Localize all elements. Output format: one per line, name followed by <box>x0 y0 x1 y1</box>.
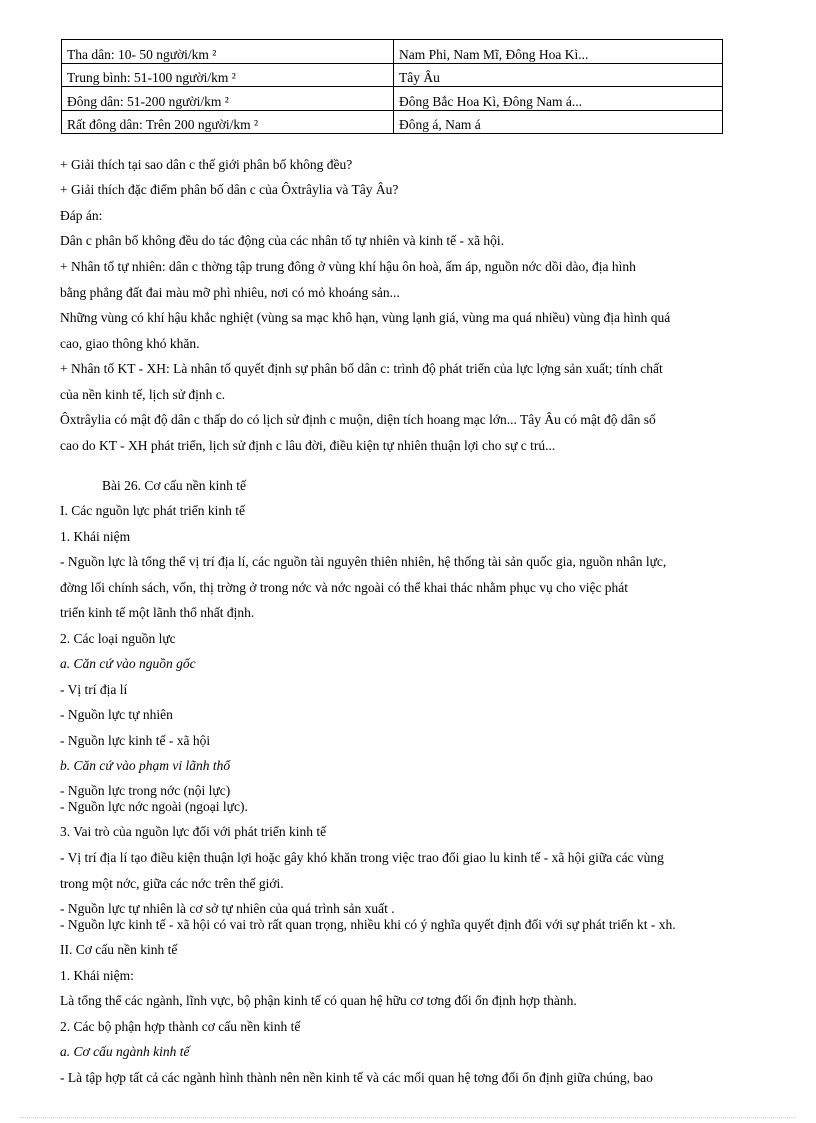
table-cell: Trung bình: 51-100 người/km ² <box>62 63 394 87</box>
subsection-heading: 2. Các loại nguồn lực <box>60 631 176 646</box>
paragraph-line: - Là tập hợp tất cả các ngành hình thành nên nền kinh tế và các mối quan hệ tơng đối ổn định giữa chúng, bao <box>60 1070 653 1085</box>
page-edge-divider <box>20 1117 796 1118</box>
italic-heading: a. Cơ cấu ngành kinh tế <box>60 1044 190 1059</box>
table-cell: Đông dân: 51-200 người/km ² <box>62 87 394 111</box>
list-item: - Vị trí địa lí <box>60 682 128 697</box>
lesson-title: Bài 26. Cơ cấu nền kinh tế <box>102 478 246 493</box>
list-item: - Nguồn lực nớc ngoài (ngoại lực). <box>60 799 248 814</box>
italic-heading: a. Căn cứ vào nguồn gốc <box>60 656 196 671</box>
paragraph-line: Là tổng thể các ngành, lĩnh vực, bộ phận kinh tế có quan hệ hữu cơ tơng đối ổn định hợp thành. <box>60 993 577 1008</box>
table-row <box>62 40 723 64</box>
list-item: - Nguồn lực kinh tế - xã hội <box>60 733 211 748</box>
list-item: - Nguồn lực tự nhiên <box>60 707 173 722</box>
paragraph-line: Ôxtrâylia có mật độ dân c thấp do có lịch sử định c muộn, diện tích hoang mạc lớn... Tây Âu có mật độ dân số <box>60 412 656 427</box>
table-row <box>62 87 723 111</box>
list-item: - Nguồn lực kinh tế - xã hội có vai trò rất quan trọng, nhiều khi có ý nghĩa quyết định đối với sự phát triển kt - xh. <box>60 917 676 932</box>
paragraph-line: bằng phẳng đất đai màu mỡ phì nhiêu, nơi có mỏ khoáng sản... <box>60 285 400 300</box>
section-heading: I. Các nguồn lực phát triển kinh tế <box>60 503 246 518</box>
italic-heading: b. Căn cứ vào phạm vi lãnh thổ <box>60 758 231 773</box>
paragraph-line: triển kinh tế một lãnh thổ nhất định. <box>60 605 255 620</box>
paragraph-line: của nền kinh tế, lịch sử định c. <box>60 387 226 402</box>
subsection-heading: 1. Khái niệm: <box>60 968 134 983</box>
list-item: - Nguồn lực tự nhiên là cơ sở tự nhiên của quá trình sản xuất . <box>60 901 395 916</box>
paragraph-line: đờng lối chính sách, vốn, thị trờng ở trong nớc và nớc ngoài có thể khai thác nhằm phục vụ cho việc phát <box>60 580 629 595</box>
subsection-heading: 1. Khái niệm <box>60 529 131 544</box>
table-cell: Tây Âu <box>394 63 723 87</box>
paragraph-line: trong một nớc, giữa các nớc trên thế giới. <box>60 876 284 891</box>
paragraph-line: cao, giao thông khó khăn. <box>60 336 200 351</box>
table-cell: Nam Phi, Nam Mĩ, Đông Hoa Kì... <box>394 40 723 64</box>
paragraph-line: + Nhân tố tự nhiên: dân c thờng tập trung đông ở vùng khí hậu ôn hoà, ấm áp, nguồn nớc dồi dào, địa hình <box>60 259 636 274</box>
table-cell: Đông á, Nam á <box>394 110 723 134</box>
paragraph-line: Những vùng có khí hậu khắc nghiệt (vùng sa mạc khô hạn, vùng lạnh giá, vùng ma quá nhiều) vùng địa hình quá <box>60 310 671 325</box>
section-heading: II. Cơ cấu nền kinh tế <box>60 942 178 957</box>
subsection-heading: 3. Vai trò của nguồn lực đối với phát triển kinh tế <box>60 824 327 839</box>
question-line: + Giải thích đặc điểm phân bố dân c của Ôxtrâylia và Tây Âu? <box>60 182 399 197</box>
list-item: - Nguồn lực trong nớc (nội lực) <box>60 783 231 798</box>
population-density-table <box>61 39 723 134</box>
paragraph-line: - Vị trí địa lí tạo điều kiện thuận lợi hoặc gây khó khăn trong việc trao đổi giao lu kinh tế - xã hội giữa các vùng <box>60 850 664 865</box>
answer-heading: Đáp án: <box>60 208 103 223</box>
question-line: + Giải thích tại sao dân c thế giới phân bố không đều? <box>60 157 353 172</box>
paragraph-line: - Nguồn lực là tổng thể vị trí địa lí, các nguồn tài nguyên thiên nhiên, hệ thống tài sản quốc gia, nguồn nhân lực, <box>60 554 667 569</box>
subsection-heading: 2. Các bộ phận hợp thành cơ cấu nền kinh tế <box>60 1019 301 1034</box>
paragraph-line: + Nhân tố KT - XH: Là nhân tố quyết định sự phân bố dân c: trình độ phát triển của lực lợng sản xuất; tính chất <box>60 361 663 376</box>
table-cell: Tha dân: 10- 50 người/km ² <box>62 40 394 64</box>
table-cell: Rất đông dân: Trên 200 người/km ² <box>62 110 394 134</box>
table-row <box>62 110 723 134</box>
table-cell: Đông Bắc Hoa Kì, Đông Nam á... <box>394 87 723 111</box>
table-row <box>62 63 723 87</box>
paragraph-line: Dân c phân bố không đều do tác động của các nhân tố tự nhiên và kinh tế - xã hội. <box>60 233 505 248</box>
paragraph-line: cao do KT - XH phát triển, lịch sử định c lâu đời, điều kiện tự nhiên thuận lợi cho sự c trú... <box>60 438 556 453</box>
